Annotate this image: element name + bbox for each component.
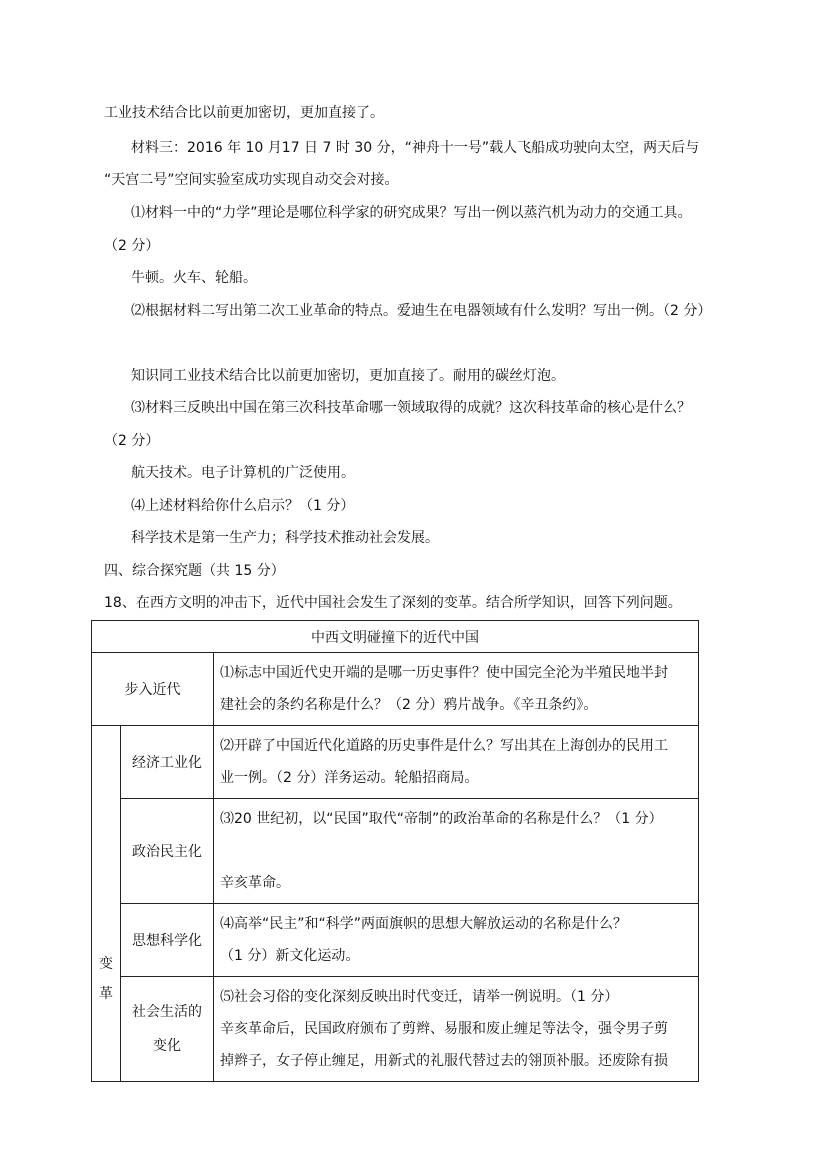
row-label-economic: 经济工业化 (121, 726, 214, 799)
table-title: 中西文明碰撞下的近代中国 (92, 621, 699, 653)
group-label-transformation (92, 726, 121, 1082)
row-question-4 (214, 904, 699, 977)
question-3-line-2: （2 分） (104, 433, 160, 449)
answer-3: 航天技术。电子计算机的广泛使用。 (131, 465, 355, 481)
question-18: 18、在西方文明的冲击下，近代中国社会发生了深刻的变革。结合所学知识，回答下列问题。 (104, 595, 682, 611)
row-answer-3: 辛亥革命。 (220, 875, 290, 891)
row-question-5-line-1: ⑸社会习俗的变化深刻反映出时代变迁，请举一例说明。（1 分） (220, 989, 619, 1005)
row-question-3-line-1: ⑶20 世纪初，以“民国”取代“帝制”的政治革命的名称是什么？（1 分） (220, 811, 663, 827)
row-question-4-line-1: ⑷高举“民主”和“科学”两面旗帜的思想大解放运动的名称是什么？ (220, 916, 628, 932)
row-label-political: 政治民主化 (121, 799, 214, 904)
row-label-social-life-line-1: 社会生活的 (132, 1004, 202, 1020)
answer-1: 牛顿。火车、轮船。 (131, 270, 257, 286)
intro-text-line: 工业技术结合比以前更加密切，更加直接了。 (104, 105, 384, 121)
group-label-char-1: 变 (99, 955, 113, 972)
question-1-line-2: （2 分） (104, 238, 160, 254)
row-question-1-line-1: ⑴标志中国近代史开端的是哪一历史事件？使中国完全沦为半殖民地半封 (220, 665, 668, 681)
row-label-social-life-line-2: 变化 (153, 1038, 181, 1054)
question-3-line-1: ⑶材料三反映出中国在第三次科技革命哪一领域取得的成就？这次科技革命的核心是什么？ (131, 400, 691, 416)
row-question-5-line-2: 辛亥革命后，民国政府颁布了剪辫、易服和废止缠足等法令，强令男子剪 (220, 1021, 668, 1037)
group-label-char-2: 革 (99, 985, 113, 1002)
row-question-3 (214, 799, 699, 904)
answer-2: 知识同工业技术结合比以前更加密切，更加直接了。耐用的碳丝灯泡。 (131, 368, 565, 384)
row-question-5 (214, 977, 699, 1082)
question-4: ⑷上述材料给你什么启示？（1 分） (131, 498, 355, 514)
row-question-5-line-3: 掉辫子，女子停止缠足，用新式的礼服代替过去的翎顶补服。还废除有损 (220, 1053, 668, 1069)
material-three-line-1: 材料三：2016 年 10 月17 日 7 时 30 分，“神舟十一号”载人飞船成功驶向太空，两天后与 (131, 140, 700, 156)
row-question-2 (214, 726, 699, 799)
row-label-social-life (121, 977, 214, 1082)
row-question-2-line-1: ⑵开辟了中国近代化道路的历史事件是什么？写出其在上海创办的民用工 (220, 738, 668, 754)
row-label-ideological: 思想科学化 (121, 904, 214, 977)
row-question-2-line-2: 业一例。（2 分）洋务运动。轮船招商局。 (220, 770, 479, 786)
section-four-heading: 四、综合探究题（共 15 分） (104, 563, 285, 579)
row-question-1 (214, 653, 699, 726)
row-question-1-line-2: 建社会的条约名称是什么？（2 分）鸦片战争。《辛丑条约》。 (220, 697, 598, 713)
answer-4: 科学技术是第一生产力；科学技术推动社会发展。 (131, 530, 439, 546)
row-question-4-line-2: （1 分）新文化运动。 (220, 948, 360, 964)
material-three-line-2: “天宫二号”空间实验室成功实现自动交会对接。 (104, 172, 399, 188)
question-1-line-1: ⑴材料一中的“力学”理论是哪位科学家的研究成果？写出一例以蒸汽机为动力的交通工具。 (131, 205, 692, 221)
modern-china-table (91, 620, 699, 1082)
question-2: ⑵根据材料二写出第二次工业革命的特点。爱迪生在电器领域有什么发明？写出一例。（2 分） (131, 303, 712, 319)
row-label-entering-modern: 步入近代 (92, 653, 214, 726)
